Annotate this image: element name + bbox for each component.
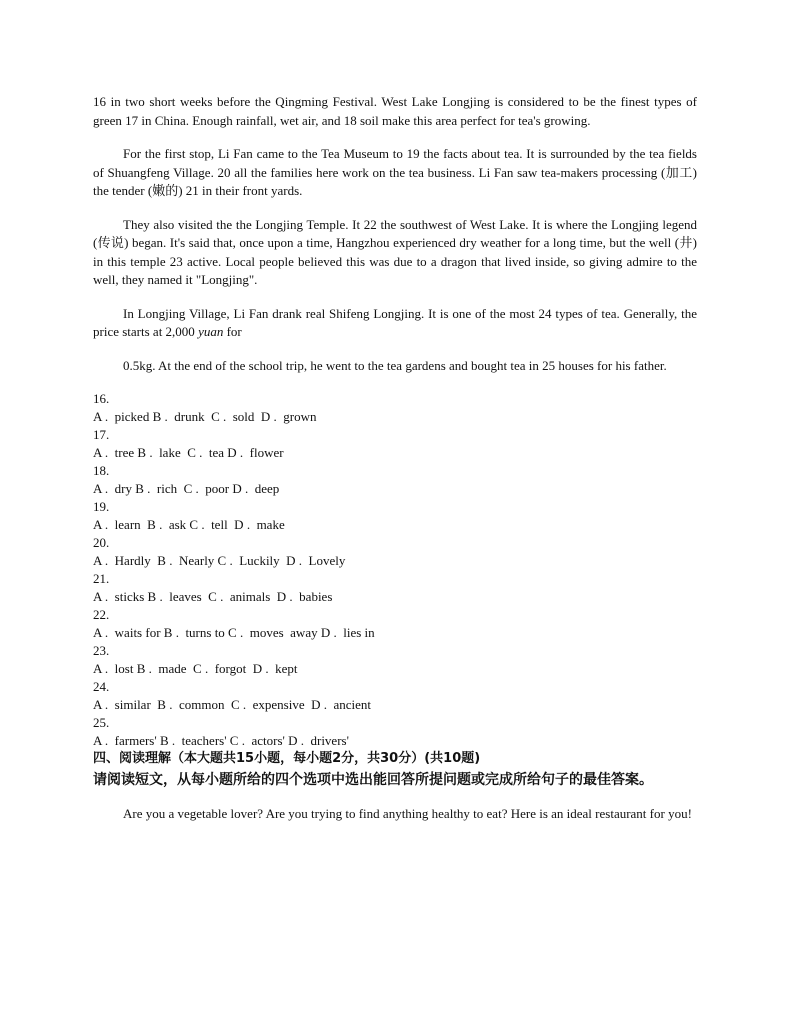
question-options: A . farmers' B . teachers' C . actors' D . drivers' [93, 733, 349, 748]
question-22 [93, 606, 697, 642]
question-options: A . picked B . drunk C . sold D . grown [93, 409, 317, 424]
question-24 [93, 678, 697, 714]
question-options: A . similar B . common C . expensive D . ancient [93, 697, 372, 712]
paragraph-5: 0.5kg. At the end of the school trip, he went to the tea gardens and bought tea in 25 houses for his father. [123, 357, 667, 373]
question-18 [93, 462, 697, 498]
question-options: A . lost B . made C . forgot D . kept [93, 661, 298, 676]
question-21 [93, 570, 697, 606]
question-options: A . learn B . ask C . tell D . make [93, 517, 285, 532]
paragraph-4 [93, 305, 697, 342]
question-options: A . dry B . rich C . poor D . deep [93, 481, 280, 496]
yuan-word: yuan [198, 324, 224, 339]
document-page [93, 93, 697, 839]
paragraph-4-end: for [226, 324, 242, 339]
question-options: A . waits for B . turns to C . moves away D . lies in [93, 625, 375, 640]
question-list [93, 390, 697, 750]
question-number: 21. [93, 571, 110, 586]
question-16 [93, 390, 697, 426]
question-number: 17. [93, 427, 110, 442]
question-25 [93, 714, 697, 750]
question-number: 24. [93, 679, 110, 694]
question-19 [93, 498, 697, 534]
instruction: 请阅读短文，从每小题所给的四个选项中选出能回答所提问题或完成所给句子的最佳答案。 [93, 772, 653, 788]
question-options: A . Hardly B . Nearly C . Luckily D . Lovely [93, 553, 346, 568]
question-23 [93, 642, 697, 678]
paragraph-4-text: In Longjing Village, Li Fan drank real Shifeng Longjing. It is one of the most 24 types of tea. Generally, the price starts at 2,000 [93, 305, 697, 339]
question-20 [93, 534, 697, 570]
question-number: 18. [93, 463, 110, 478]
question-17 [93, 426, 697, 462]
question-number: 16. [93, 391, 110, 406]
question-options: A . sticks B . leaves C . animals D . babies [93, 589, 333, 604]
question-number: 22. [93, 607, 110, 622]
paragraph-2: For the first stop, Li Fan came to the Tea Museum to 19 the facts about tea. It is surrounded by the tea fields of Shuangfeng Village. 20 all the families here work on the tea business. Li Fan saw tea-makers processing (加工) the tender (嫩的) 21 in their front yards. [93, 146, 697, 198]
question-options: A . tree B . lake C . tea D . flower [93, 445, 284, 460]
question-number: 19. [93, 499, 110, 514]
question-number: 20. [93, 535, 110, 550]
question-number: 23. [93, 643, 110, 658]
passage-2-paragraph: Are you a vegetable lover? Are you trying to find anything healthy to eat? Here is an ideal restaurant for you! [123, 806, 692, 821]
section-title: 四、阅读理解（本大题共15小题，每小题2分，共30分）(共10题) [93, 751, 481, 766]
question-number: 25. [93, 715, 110, 730]
paragraph-1: 16 in two short weeks before the Qingming Festival. West Lake Longjing is considered to be the finest types of green 17 in China. Enough rainfall, wet air, and 18 soil make this area perfect for tea's growing. [93, 94, 697, 128]
paragraph-3: They also visited the the Longjing Temple. It 22 the southwest of West Lake. It is where the Longjing legend (传说) began. It's said that, once upon a time, Hangzhou experienced dry weather for a long time, but the well (井) in this temple 23 active. Local people believed this was due to a dragon that lived inside, so giving admire to the well, they named it "Longjing". [93, 216, 697, 287]
